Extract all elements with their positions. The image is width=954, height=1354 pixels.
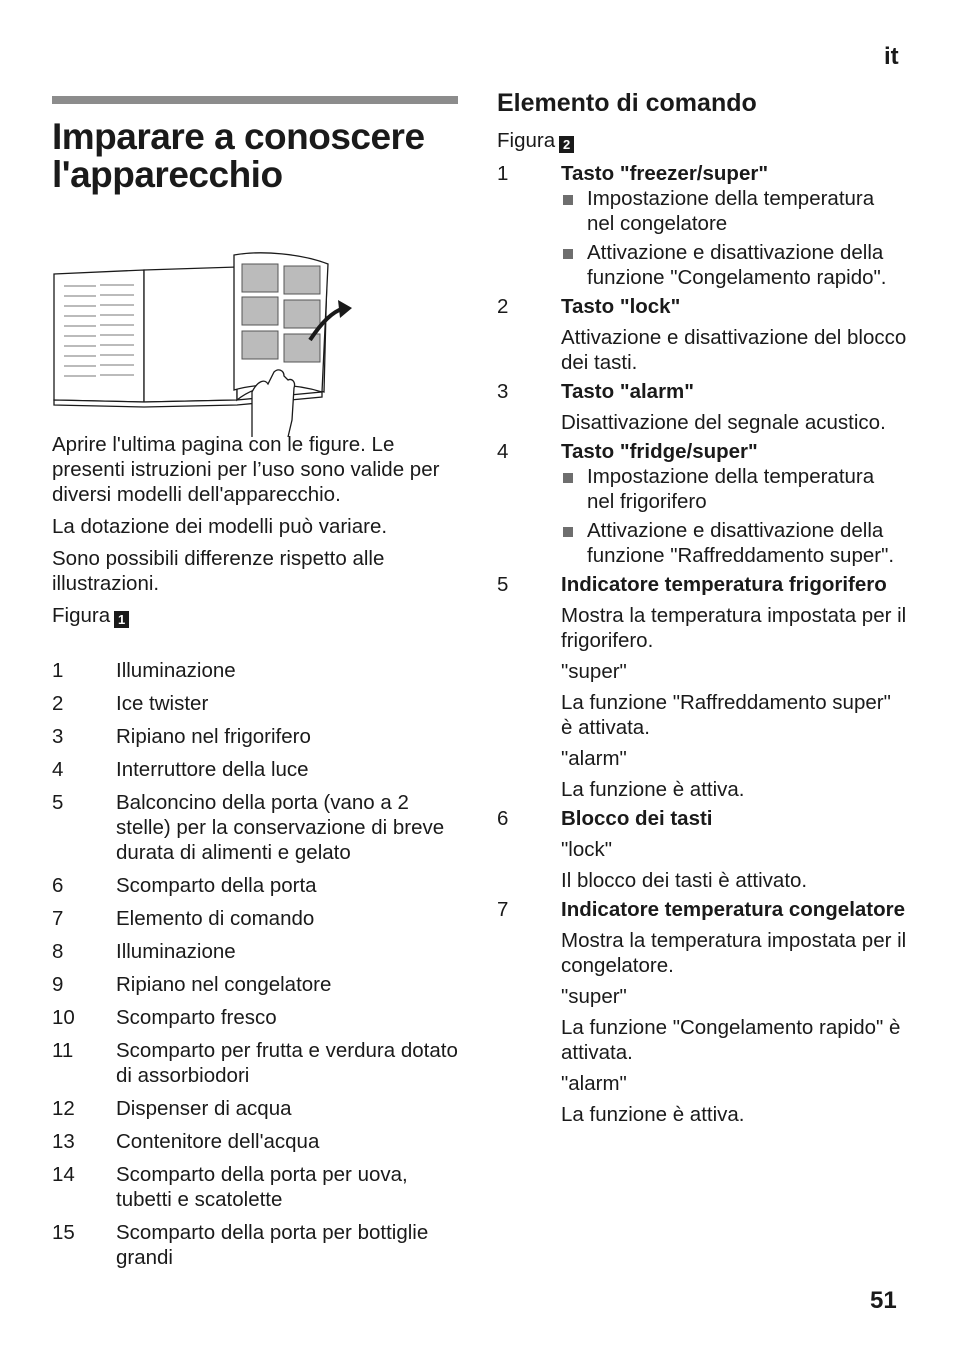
legend-text: Dispenser di acqua: [116, 1097, 292, 1120]
legend-row: [52, 1096, 458, 1121]
section-heading: Elemento di comando: [497, 89, 757, 117]
legend-text: Illuminazione: [116, 940, 236, 963]
item-number: 6: [497, 807, 509, 830]
legend-text: Scomparto fresco: [116, 1006, 277, 1029]
legend-number: 10: [52, 1006, 75, 1029]
item-title: Indicatore temperatura frigorifero: [561, 573, 887, 596]
legend-row: [52, 1005, 458, 1030]
legend-text: Ripiano nel congelatore: [116, 973, 332, 996]
legend-text: Scomparto della porta per uova, tubetti e scatolette: [116, 1163, 408, 1211]
bullet-text: Impostazione della temperatura nel frigorifero: [587, 465, 875, 513]
language-code: it: [884, 43, 899, 70]
mode-text: Il blocco dei tasti è attivato.: [561, 869, 808, 892]
item-number: 2: [497, 295, 509, 318]
figure-number-box: 1: [114, 611, 129, 628]
intro-paragraph-3: Sono possibili differenze rispetto alle illustrazioni.: [52, 547, 385, 595]
bullet-item: [561, 464, 907, 514]
mode-text: La funzione è attiva.: [561, 1103, 745, 1126]
legend-number: 6: [52, 874, 64, 897]
legend-number: 2: [52, 692, 64, 715]
legend-number: 1: [52, 659, 64, 682]
page-number: 51: [870, 1287, 897, 1314]
legend-number: 3: [52, 725, 64, 748]
mode-label: "super": [561, 660, 627, 683]
mode-text: La funzione "Raffreddamento super" è attivata.: [561, 691, 891, 739]
item-title: Tasto "alarm": [561, 380, 694, 403]
mode-label: "super": [561, 985, 627, 1008]
manual-open-illustration: [52, 252, 372, 432]
legend-number: 11: [52, 1039, 74, 1062]
item-description: Disattivazione del segnale acustico.: [561, 411, 886, 434]
legend-row: [52, 873, 458, 898]
legend-row: [52, 757, 458, 782]
legend-number: 13: [52, 1130, 75, 1153]
mode-text: La funzione è attiva.: [561, 778, 745, 801]
legend-number: 9: [52, 973, 64, 996]
mode-label: "alarm": [561, 747, 627, 770]
legend-number: 14: [52, 1163, 75, 1186]
figure-reference: Figura 2: [497, 128, 907, 153]
item-number: 3: [497, 380, 509, 403]
legend-row: [52, 658, 458, 683]
legend-text: Elemento di comando: [116, 907, 315, 930]
bullet-text: Attivazione e disattivazione della funzione "Congelamento rapido".: [587, 241, 887, 289]
legend-text: Interruttore della luce: [116, 758, 309, 781]
item-title: Indicatore temperatura congelatore: [561, 898, 906, 921]
control-item: [497, 806, 907, 893]
legend-row: [52, 691, 458, 716]
square-bullet-icon: [561, 240, 587, 290]
legend-text: Ice twister: [116, 692, 209, 715]
item-title: Tasto "fridge/super": [561, 440, 758, 463]
legend-text: Ripiano nel frigorifero: [116, 725, 311, 748]
legend-text: Balconcino della porta (vano a 2 stelle) per la conservazione di breve durata di alimenti e gelato: [116, 791, 445, 864]
intro-paragraph-1: Aprire l'ultima pagina con le figure. Le presenti istruzioni per l’uso sono valide per diversi modelli dell'apparecchio.: [52, 433, 440, 506]
legend-text: Scomparto per frutta e verdura dotato di assorbiodori: [116, 1039, 458, 1087]
mode-label: "lock": [561, 838, 613, 861]
control-items: [497, 161, 907, 1127]
control-item: [497, 572, 907, 802]
item-description: Mostra la temperatura impostata per il frigorifero.: [561, 604, 907, 652]
item-number: 5: [497, 573, 509, 596]
legend-row: [52, 906, 458, 931]
right-column: [497, 88, 907, 1127]
item-number: 7: [497, 898, 509, 921]
legend-text: Scomparto della porta: [116, 874, 317, 897]
page-title: Imparare a conoscere l'apparecchio: [52, 116, 425, 195]
legend-row: [52, 790, 458, 865]
legend-text: Illuminazione: [116, 659, 236, 682]
control-item: [497, 379, 907, 435]
legend-number: 5: [52, 791, 64, 814]
item-number: 1: [497, 162, 509, 185]
figure-number-box: 2: [559, 136, 574, 153]
legend-row: [52, 1038, 458, 1088]
square-bullet-icon: [561, 518, 587, 568]
bullet-item: [561, 186, 907, 236]
item-description: Attivazione e disattivazione del blocco dei tasti.: [561, 326, 907, 374]
legend-number: 8: [52, 940, 64, 963]
item-title: Tasto "freezer/super": [561, 162, 769, 185]
mode-label: "alarm": [561, 1072, 627, 1095]
legend-row: [52, 939, 458, 964]
square-bullet-icon: [561, 186, 587, 236]
mode-text: La funzione "Congelamento rapido" è attivata.: [561, 1016, 901, 1064]
control-item: [497, 161, 907, 290]
control-item: [497, 897, 907, 1127]
control-item: [497, 294, 907, 375]
item-title: Tasto "lock": [561, 295, 681, 318]
legend-row: [52, 1220, 458, 1270]
square-bullet-icon: [561, 464, 587, 514]
figure-reference: Figura 1: [52, 603, 458, 628]
bullet-item: [561, 518, 907, 568]
item-number: 4: [497, 440, 509, 463]
section-rule: [52, 96, 458, 104]
item-title: Blocco dei tasti: [561, 807, 713, 830]
bullet-item: [561, 240, 907, 290]
legend-number: 7: [52, 907, 64, 930]
component-legend: [52, 658, 458, 1270]
bullet-text: Impostazione della temperatura nel congelatore: [587, 187, 875, 235]
control-item: [497, 439, 907, 568]
legend-text: Scomparto della porta per bottiglie grandi: [116, 1221, 429, 1269]
item-description: Mostra la temperatura impostata per il congelatore.: [561, 929, 907, 977]
legend-number: 4: [52, 758, 64, 781]
legend-row: [52, 972, 458, 997]
left-column: [52, 96, 458, 1278]
legend-row: [52, 724, 458, 749]
legend-number: 15: [52, 1221, 75, 1244]
legend-row: [52, 1162, 458, 1212]
intro-paragraph-2: La dotazione dei modelli può variare.: [52, 515, 388, 538]
legend-text: Contenitore dell'acqua: [116, 1130, 320, 1153]
bullet-text: Attivazione e disattivazione della funzione "Raffreddamento super".: [587, 519, 895, 567]
legend-number: 12: [52, 1097, 75, 1120]
legend-row: [52, 1129, 458, 1154]
